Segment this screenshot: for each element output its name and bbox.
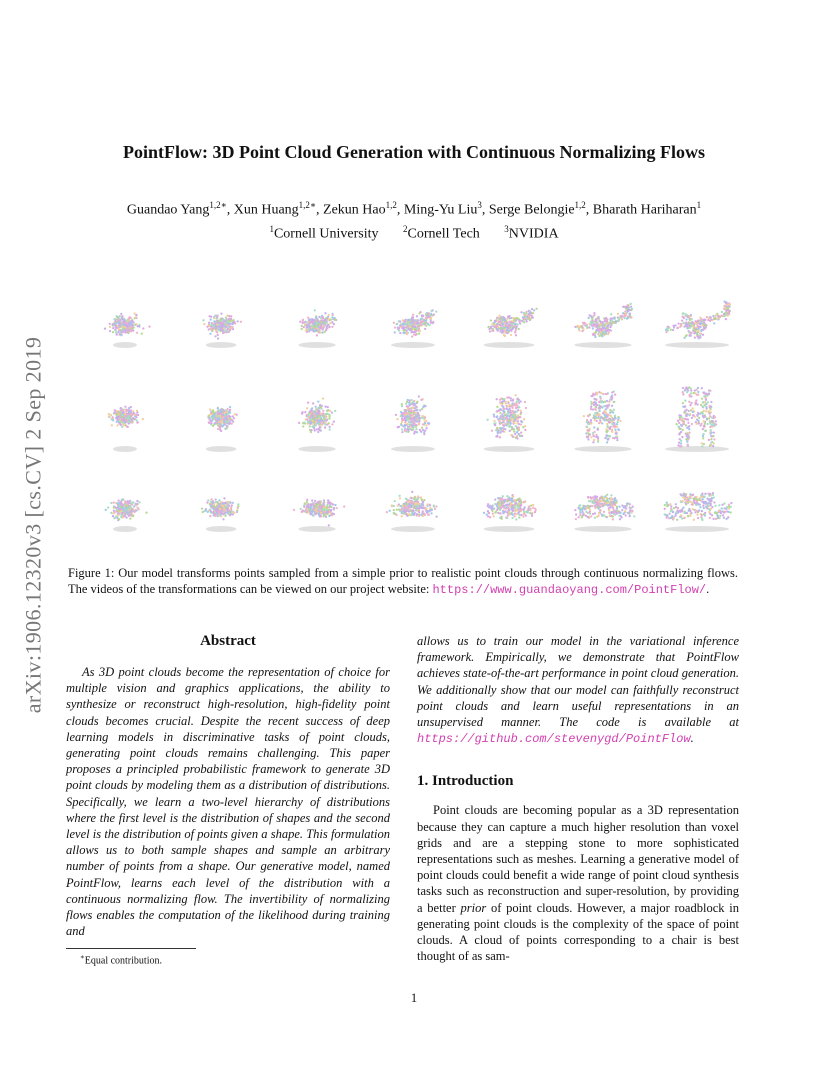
point-cloud-chair-step-7 xyxy=(652,377,742,457)
figure-row-chair xyxy=(80,377,748,457)
author-name: , Zekun Hao xyxy=(316,202,386,218)
arxiv-stamp xyxy=(18,290,48,760)
point-cloud-car-step-3 xyxy=(272,469,362,549)
footnote-sup: ∗ xyxy=(80,953,85,961)
point-cloud-chair-step-2 xyxy=(176,377,266,457)
author-list xyxy=(50,196,778,220)
point-cloud-car-step-4 xyxy=(368,469,458,549)
point-cloud-chair-step-5 xyxy=(464,377,554,457)
figure-row-car xyxy=(80,469,748,549)
author-name: Guandao Yang xyxy=(126,202,210,218)
authors-block xyxy=(50,196,778,243)
intro-emphasis: prior xyxy=(460,900,487,915)
point-cloud-chair-step-3 xyxy=(272,377,362,457)
affiliation-name: NVIDIA xyxy=(508,226,559,242)
affiliations xyxy=(50,220,778,244)
footnote xyxy=(80,953,162,966)
affiliation-sup: 3 xyxy=(504,223,509,234)
author-sup: 1,2 xyxy=(385,200,397,210)
right-column xyxy=(417,633,739,964)
intro-text-part: of point clouds. However, a major roadblock in generating point clouds is the complexity of the space of point clouds. A cloud of points corresponding to a chair is best thought of as sam- xyxy=(417,900,739,964)
point-cloud-airplane-step-5 xyxy=(464,285,554,365)
point-cloud-chair-step-4 xyxy=(368,377,458,457)
intro-text-part: Point clouds are becoming popular as a 3D representation because they can capture a much higher resolution than voxel grids and are a stepping stone to more sophisticated representations such as meshes. Learning a generative model of point clouds could benefit a wide range of point cloud synthesis tasks such as reconstruction and super-resolution, by providing a better xyxy=(417,803,739,915)
point-cloud-airplane-step-1 xyxy=(80,285,170,365)
point-cloud-airplane-step-7 xyxy=(652,285,742,365)
abstract-right-end: . xyxy=(690,731,694,746)
author-name: , Ming-Yu Liu xyxy=(396,202,478,218)
figure-caption xyxy=(68,565,738,598)
author-name: , Bharath Hariharan xyxy=(585,202,697,218)
page-number: 1 xyxy=(410,991,418,1005)
arxiv-stamp-text: arXiv:1906.12320v3 [cs.CV] 2 Sep 2019 xyxy=(20,336,46,714)
intro-text xyxy=(417,802,739,964)
caption-text: Figure 1: Our model transforms points sampled from a simple prior to realistic point clouds through continuous normalizing flows. The videos of the transformations can be viewed on our project website: xyxy=(68,566,738,596)
abstract-heading: Abstract xyxy=(200,633,256,649)
project-website-link[interactable]: https://www.guandaoyang.com/PointFlow/ xyxy=(432,583,707,597)
left-column xyxy=(66,633,390,939)
abstract-text-right xyxy=(417,633,739,747)
point-cloud-car-step-1 xyxy=(80,469,170,549)
author-sup: 1,2∗ xyxy=(209,200,227,210)
github-link[interactable]: https://github.com/stevenygd/PointFlow xyxy=(417,732,691,747)
affiliation-sup: 2 xyxy=(403,223,408,234)
author-name: , Xun Huang xyxy=(226,202,299,218)
abstract-text-left: As 3D point clouds become the representation of choice for multiple vision and graphics applications, the ability to synthesize or reconstruct high-resolution, high-fidelity point clouds becomes crucial. Despite the recent success of deep learning models in discriminative tasks of point clouds, generating point clouds remains challenging. This paper proposes a principled probabilistic framework to generate 3D point clouds by modeling them as a distribution of distributions. Specifically, we learn a two-level hierarchy of distributions where the first level is the distribution of shapes and the second level is the distribution of points given a shape. This formulation allows us to both sample shapes and sample an arbitrary number of points from a shape. Our generative model, named PointFlow, learns each level of the distribution with a continuous normalizing flow. The invertibility of normalizing flows enables the computation of the likelihood during training and xyxy=(66,665,390,939)
figure-point-clouds xyxy=(80,285,748,550)
point-cloud-car-step-7 xyxy=(652,469,742,549)
author-sup: 3 xyxy=(477,200,482,210)
point-cloud-airplane-step-4 xyxy=(368,285,458,365)
affiliation-sup: 1 xyxy=(269,223,274,234)
author-sup: 1 xyxy=(696,200,702,210)
abstract-right-text: allows us to train our model in the variational inference framework. Empirically, we demonstrate that PointFlow achieves state-of-the-art performance in point cloud generation. We additionally show that our model can faithfully reconstruct point clouds and learn useful representations in an unsupervised manner. The code is available at xyxy=(417,634,739,730)
point-cloud-car-step-2 xyxy=(176,469,266,549)
point-cloud-chair-step-1 xyxy=(80,377,170,457)
point-cloud-airplane-step-6 xyxy=(558,285,648,365)
point-cloud-chair-step-6 xyxy=(558,377,648,457)
affiliation-name: Cornell University xyxy=(273,226,379,242)
point-cloud-airplane-step-3 xyxy=(272,285,362,365)
point-cloud-airplane-step-2 xyxy=(176,285,266,365)
point-cloud-car-step-5 xyxy=(464,469,554,549)
author-sup: 1,2 xyxy=(574,200,586,210)
caption-end: . xyxy=(706,582,710,596)
figure-row-airplane xyxy=(80,285,748,365)
point-cloud-car-step-6 xyxy=(558,469,648,549)
intro-heading: 1. Introduction xyxy=(417,773,514,790)
paper-title: PointFlow: 3D Point Cloud Generation with Continuous Normalizing Flows xyxy=(122,142,706,162)
footnote-rule xyxy=(66,948,196,949)
author-name: , Serge Belongie xyxy=(481,202,575,218)
footnote-text: Equal contribution. xyxy=(84,955,162,967)
affiliation-name: Cornell Tech xyxy=(407,226,480,242)
author-sup: 1,2∗ xyxy=(298,200,317,210)
